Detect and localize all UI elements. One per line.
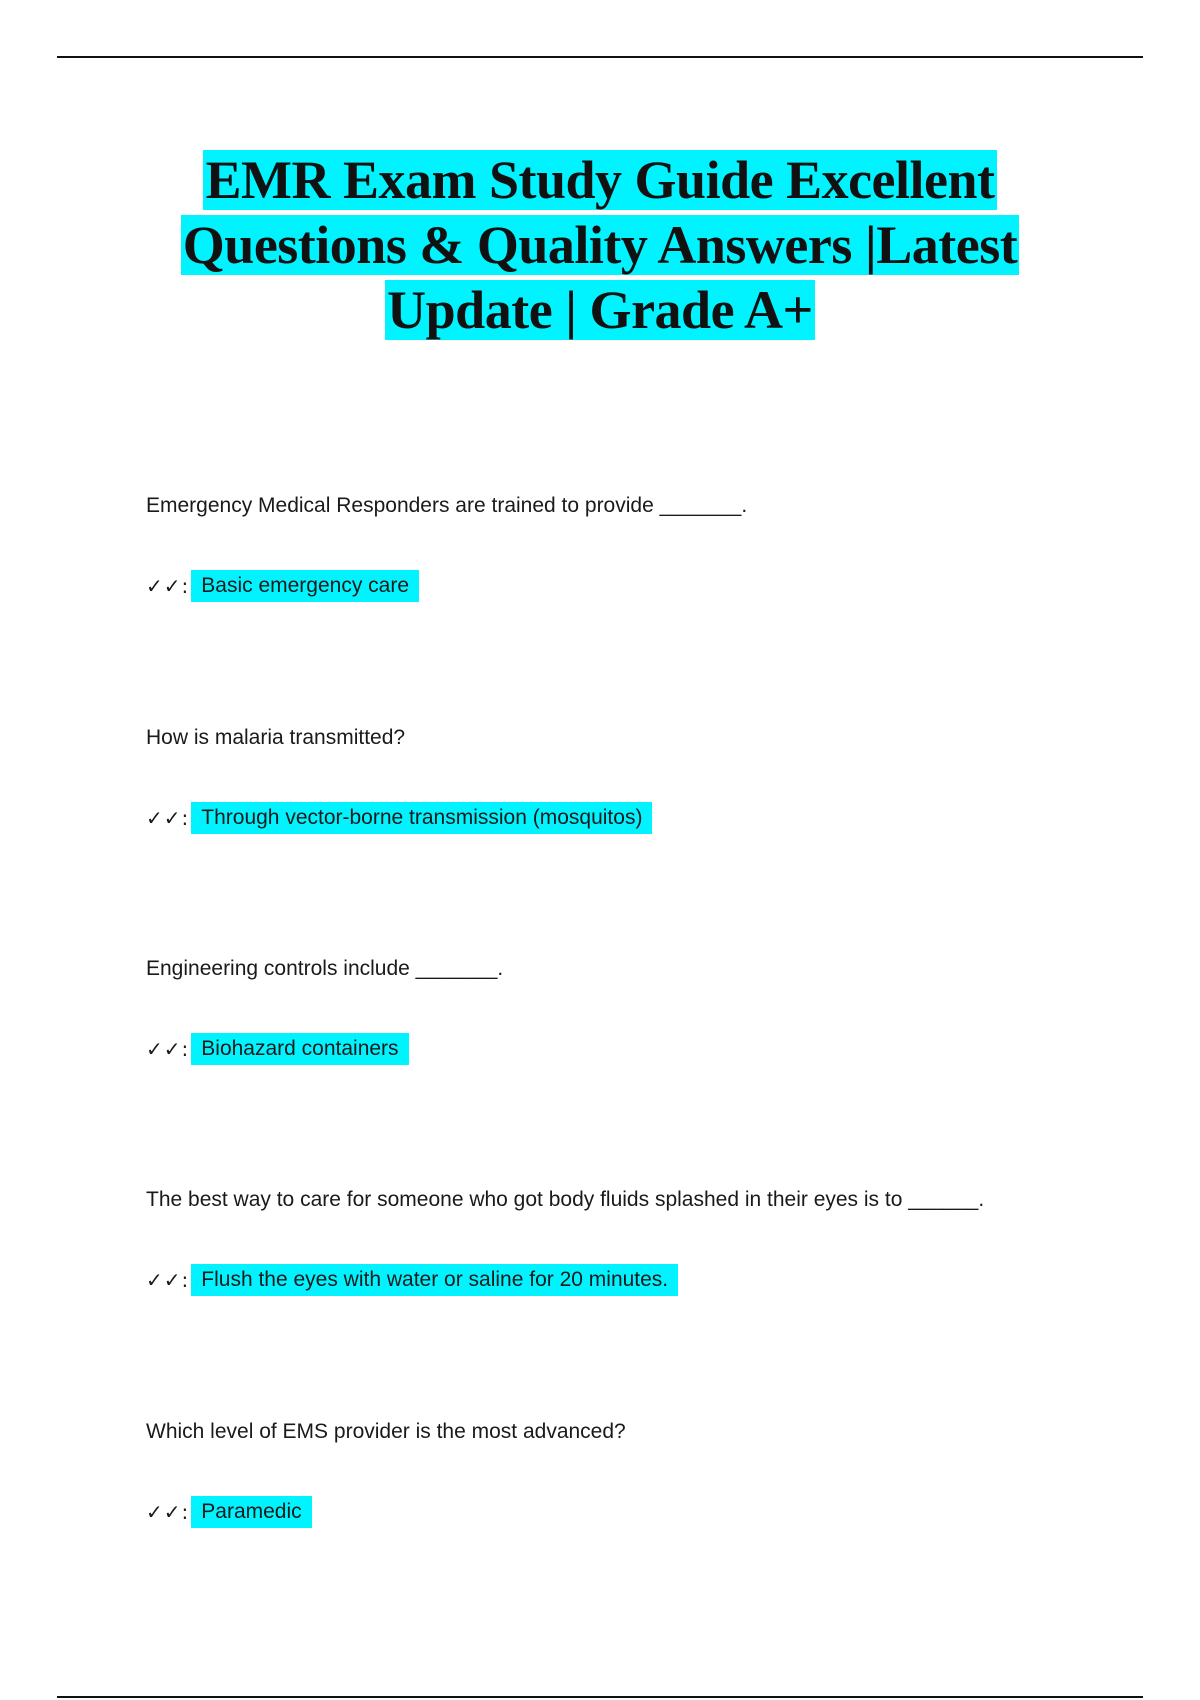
top-rule <box>57 56 1143 58</box>
qa-item-2 <box>146 724 1146 834</box>
double-check-icon: ✓✓: <box>146 1268 190 1292</box>
bottom-rule <box>57 1696 1143 1698</box>
question-text: Which level of EMS provider is the most advanced? <box>146 1420 626 1443</box>
document-title <box>100 148 1100 343</box>
double-check-icon: ✓✓: <box>146 574 190 598</box>
answer-text: Through vector-borne transmission (mosquitos) <box>191 802 652 834</box>
answer-row <box>146 1496 1146 1528</box>
qa-item-4 <box>146 1186 1146 1296</box>
question-text: The best way to care for someone who got body fluids splashed in their eyes is to ______. <box>146 1188 985 1211</box>
title-line-2: Questions & Quality Answers |Latest <box>182 215 1018 275</box>
double-check-icon: ✓✓: <box>146 1500 190 1524</box>
answer-text: Biohazard containers <box>191 1033 408 1065</box>
answer-text: Flush the eyes with water or saline for 20 minutes. <box>191 1264 678 1296</box>
qa-item-1 <box>146 492 1146 602</box>
answer-text: Paramedic <box>191 1496 311 1528</box>
answer-row <box>146 1264 1146 1296</box>
question-text: How is malaria transmitted? <box>146 726 406 749</box>
title-line-1: EMR Exam Study Guide Excellent <box>205 150 995 210</box>
answer-row <box>146 1033 1146 1065</box>
title-line-3: Update | Grade A+ <box>387 280 813 340</box>
double-check-icon: ✓✓: <box>146 1037 190 1061</box>
double-check-icon: ✓✓: <box>146 806 190 830</box>
qa-item-5 <box>146 1418 1146 1528</box>
answer-text: Basic emergency care <box>191 570 419 602</box>
answer-row <box>146 570 1146 602</box>
answer-row <box>146 802 1146 834</box>
qa-item-3 <box>146 955 1146 1065</box>
question-text: Engineering controls include _______. <box>146 957 504 980</box>
question-text: Emergency Medical Responders are trained to provide _______. <box>146 494 748 517</box>
